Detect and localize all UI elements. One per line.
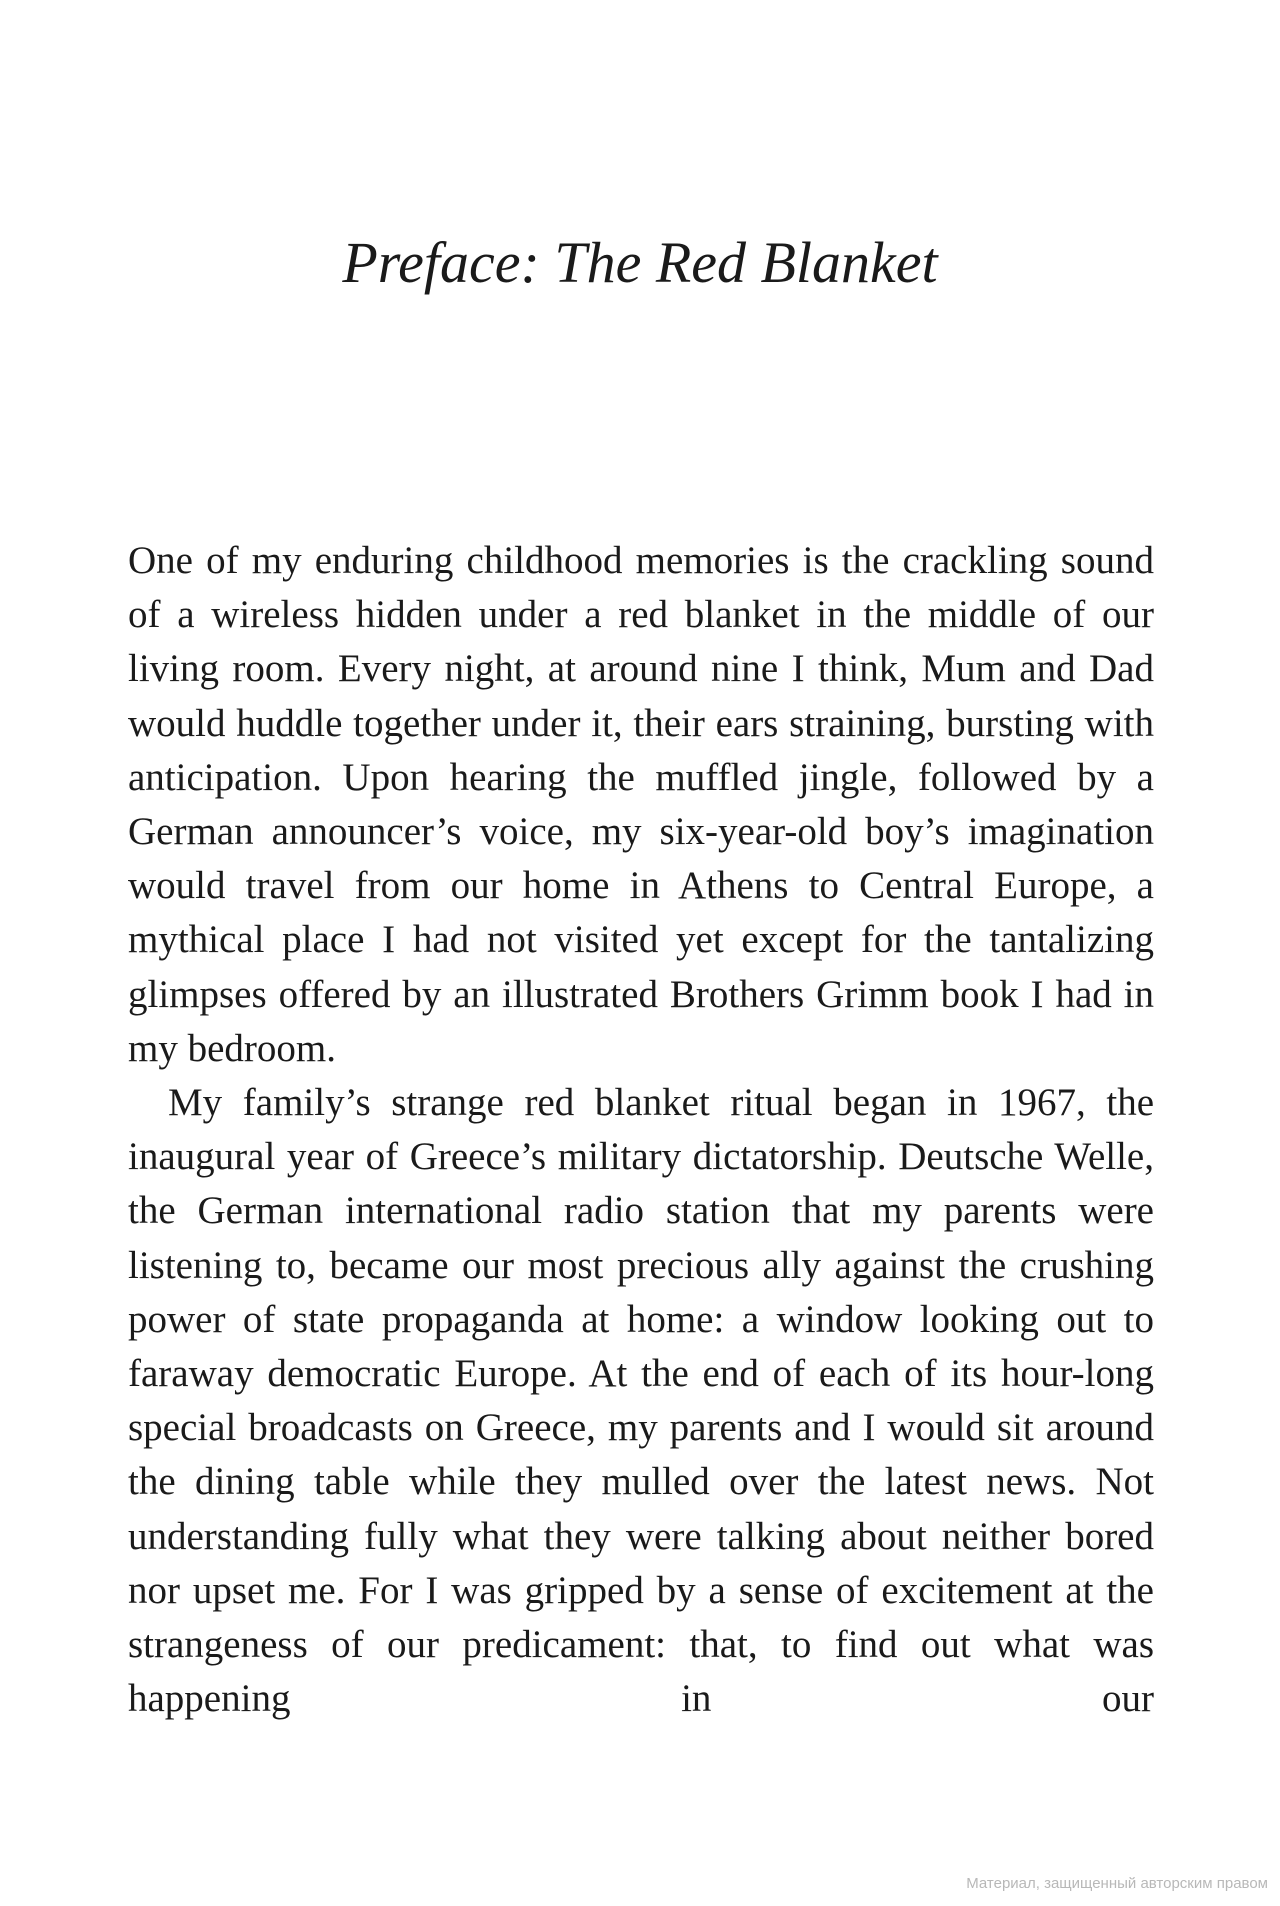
copyright-watermark: Материал, защищенный авторским правом bbox=[966, 1875, 1268, 1892]
paragraph: One of my enduring childhood memories is the crackling sound of a wireless hidden under a red blanket in the middle of our living room. Every night, at around nine I think, Mum and Dad would huddle together under it, their ears straining, bursting with anticipation. Upon hearing the muffled jingle, followed by a German announcer’s voice, my six-year-old boy’s imagination would travel from our home in Athens to Central Europe, a mythical place I had not visited yet except for the tantalizing glimpses offered by an illustrated Brothers Grimm book I had in my bedroom. bbox=[128, 539, 1154, 1070]
paragraph: My family’s strange red blanket ritual began in 1967, the inaugural year of Greece’s military dictatorship. Deutsche Welle, the German international radio station that my parents were listening to, became our most precious ally against the crushing power of state propaganda at home: a window looking out to faraway democratic Europe. At the end of each of its hour-long special broadcasts on Greece, my parents and I would sit around the dining table while they mulled over the latest news. Not understanding fully what they were talking about neither bored nor upset me. For I was gripped by a sense of excitement at the strangeness of our predicament: that, to find out what was happening in our bbox=[128, 1081, 1154, 1721]
chapter-title: Preface: The Red Blanket bbox=[342, 230, 938, 295]
body-text bbox=[128, 534, 1154, 1726]
